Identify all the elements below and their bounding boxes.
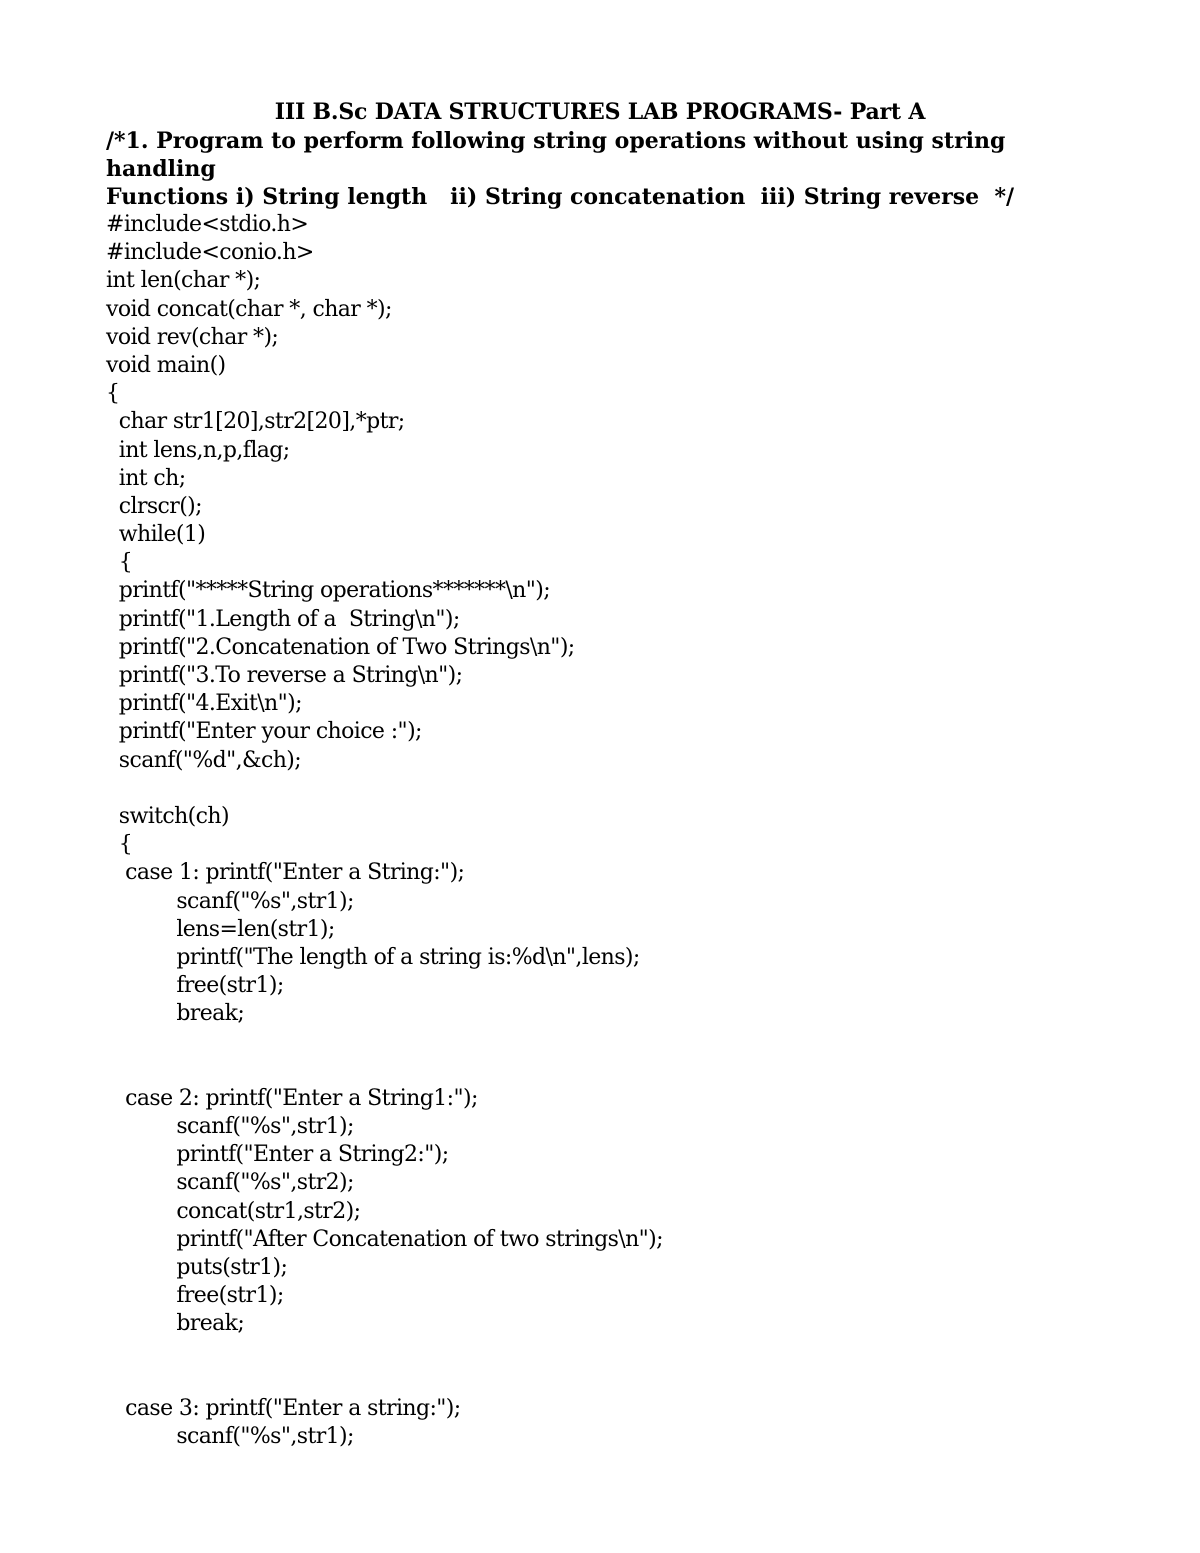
- code-line: [106, 1339, 1106, 1367]
- code-line: switch(ch): [106, 803, 229, 829]
- code-line: break;: [106, 1311, 245, 1337]
- code-line: printf("Enter a String2:");: [106, 1142, 449, 1168]
- code-line: clrscr();: [106, 493, 202, 519]
- code-line: {: [106, 381, 120, 407]
- page-title: III B.Sc DATA STRUCTURES LAB PROGRAMS- Part A: [274, 99, 926, 125]
- code-line: printf("4.Exit\n");: [106, 691, 302, 717]
- code-line: printf("After Concatenation of two strings\n");: [106, 1226, 663, 1252]
- code-line: #include<stdio.h>: [106, 212, 309, 237]
- code-line: scanf("%s",str2);: [106, 1170, 354, 1196]
- code-line: {: [106, 832, 133, 858]
- code-line: scanf("%d",&ch);: [106, 747, 302, 773]
- code-line: int ch;: [106, 465, 186, 491]
- code-line: [106, 1057, 1106, 1085]
- code-line: free(str1);: [106, 1283, 284, 1309]
- code-line: void main(): [106, 352, 226, 378]
- code-line: scanf("%s",str1);: [106, 1114, 354, 1139]
- code-line: printf("Enter your choice :");: [106, 719, 422, 745]
- code-line: scanf("%s",str1);: [106, 1424, 354, 1450]
- code-line: printf("The length of a string is:%d\n",lens);: [106, 944, 640, 970]
- code-line: break;: [106, 1001, 245, 1027]
- code-line: char str1[20],str2[20],*ptr;: [106, 409, 405, 435]
- code-line: puts(str1);: [106, 1254, 288, 1280]
- code-line: void concat(char *, char *);: [106, 296, 392, 322]
- code-line: [106, 775, 1106, 803]
- code-line: int len(char *);: [106, 268, 261, 294]
- code-line: concat(str1,str2);: [106, 1198, 361, 1224]
- code-line: case 1: printf("Enter a String:");: [106, 860, 465, 886]
- code-line: printf("1.Length of a String\n");: [106, 606, 460, 632]
- code-line: case 3: printf("Enter a string:");: [106, 1395, 461, 1421]
- program-heading-line-1: /*1. Program to perform following string operations without using string: [106, 128, 1006, 154]
- code-line: [106, 1367, 1106, 1395]
- code-line: printf("*****String operations*******\n");: [106, 578, 551, 604]
- program-heading-line-3: Functions i) String length ii) String concatenation iii) String reverse */: [106, 184, 1015, 210]
- code-line: case 2: printf("Enter a String1:");: [106, 1085, 478, 1111]
- code-line: free(str1);: [106, 973, 284, 999]
- code-line: printf("2.Concatenation of Two Strings\n");: [106, 634, 575, 660]
- program-heading-line-2: handling: [106, 156, 216, 182]
- code-line: lens=len(str1);: [106, 916, 335, 942]
- code-line: scanf("%s",str1);: [106, 888, 354, 914]
- code-line: printf("3.To reverse a String\n");: [106, 663, 463, 688]
- code-line: {: [106, 550, 133, 576]
- code-listing: [106, 211, 1106, 1451]
- code-line: while(1): [106, 522, 206, 548]
- code-line: int lens,n,p,flag;: [106, 437, 290, 463]
- code-line: void rev(char *);: [106, 324, 279, 350]
- code-line: [106, 1028, 1106, 1056]
- code-line: #include<conio.h>: [106, 240, 314, 266]
